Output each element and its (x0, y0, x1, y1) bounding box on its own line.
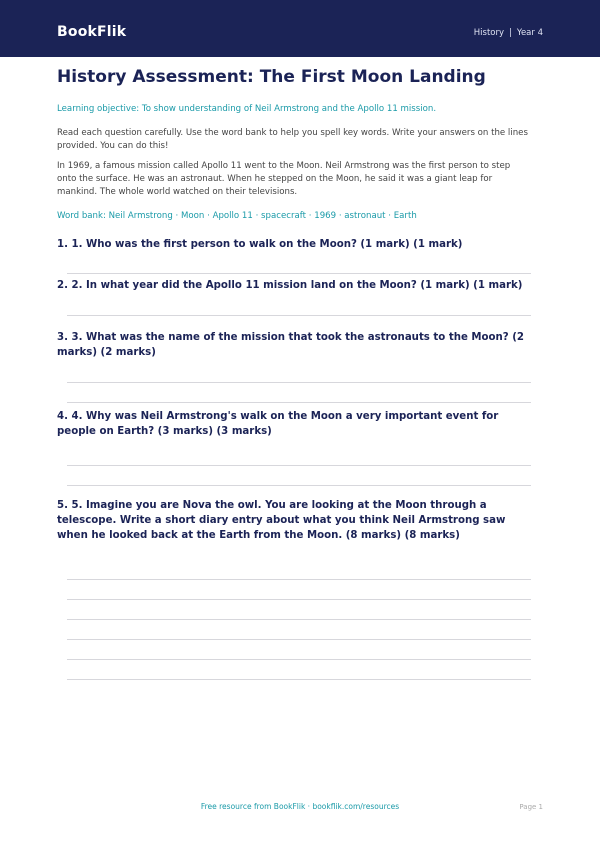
meta-separator: | (509, 28, 512, 38)
question-5 (57, 498, 531, 680)
answer-line[interactable] (67, 543, 531, 580)
answer-line[interactable] (67, 439, 531, 466)
worksheet-content (57, 62, 531, 680)
page-number: Page 1 (519, 803, 543, 811)
learning-objective: Learning objective: To show understanding of Neil Armstrong and the Apollo 11 mission. (57, 104, 437, 114)
instructions-text: Read each question carefully. Use the word bank to help you spell key words. Write your answers on the lines provided. You can do this! (57, 128, 528, 151)
page-footer: Free resource from BookFlik · bookflik.com/resources (200, 802, 400, 811)
page-title: History Assessment: The First Moon Landing (57, 67, 486, 87)
question-4 (57, 409, 531, 486)
word-bank: Word bank: Neil Armstrong · Moon · Apollo 11 · spacecraft · 1969 · astronaut · Earth (57, 211, 417, 221)
answer-lines (67, 360, 531, 403)
question-text: 1. 1. Who was the first person to walk on the Moon? (1 mark) (1 mark) (57, 239, 463, 250)
answer-line[interactable] (67, 580, 531, 600)
answer-line[interactable] (67, 383, 531, 403)
answer-line[interactable] (67, 600, 531, 620)
answer-line[interactable] (67, 360, 531, 383)
question-3 (57, 330, 531, 403)
subject-label: History (473, 28, 505, 38)
question-text: 5. 5. Imagine you are Nova the owl. You are looking at the Moon through a telescope. Write a short diary entry about what you think Neil Armstrong saw when he looked back at the Earth from the Moon. (8 marks) (8 marks) (57, 500, 506, 541)
answer-lines (67, 439, 531, 486)
reading-passage: In 1969, a famous mission called Apollo 11 went to the Moon. Neil Armstrong was the first person to step onto the surface. He was an astronaut. When he stepped on the Moon, he said it was a giant leap for mankind. The whole world watched on their televisions. (57, 161, 511, 197)
answer-lines (67, 293, 531, 316)
page-header (0, 0, 600, 57)
question-text: 3. 3. What was the name of the mission that took the astronauts to the Moon? (2 marks) (2 marks) (57, 332, 525, 358)
answer-line[interactable] (67, 293, 531, 316)
question-2 (57, 278, 531, 316)
header-meta (474, 28, 543, 38)
answer-line[interactable] (67, 466, 531, 486)
answer-lines (67, 543, 531, 680)
question-text: 2. 2. In what year did the Apollo 11 mission land on the Moon? (1 mark) (1 mark) (57, 280, 523, 291)
brand-logo: BookFlik (57, 24, 127, 40)
answer-line[interactable] (67, 640, 531, 660)
question-text: 4. 4. Why was Neil Armstrong's walk on the Moon a very important event for people on Earth? (3 marks) (3 marks) (57, 411, 499, 437)
answer-line[interactable] (67, 252, 531, 274)
answer-line[interactable] (67, 620, 531, 640)
year-label: Year 4 (516, 28, 543, 38)
question-1 (57, 237, 531, 274)
answer-line[interactable] (67, 660, 531, 680)
answer-lines (67, 252, 531, 274)
